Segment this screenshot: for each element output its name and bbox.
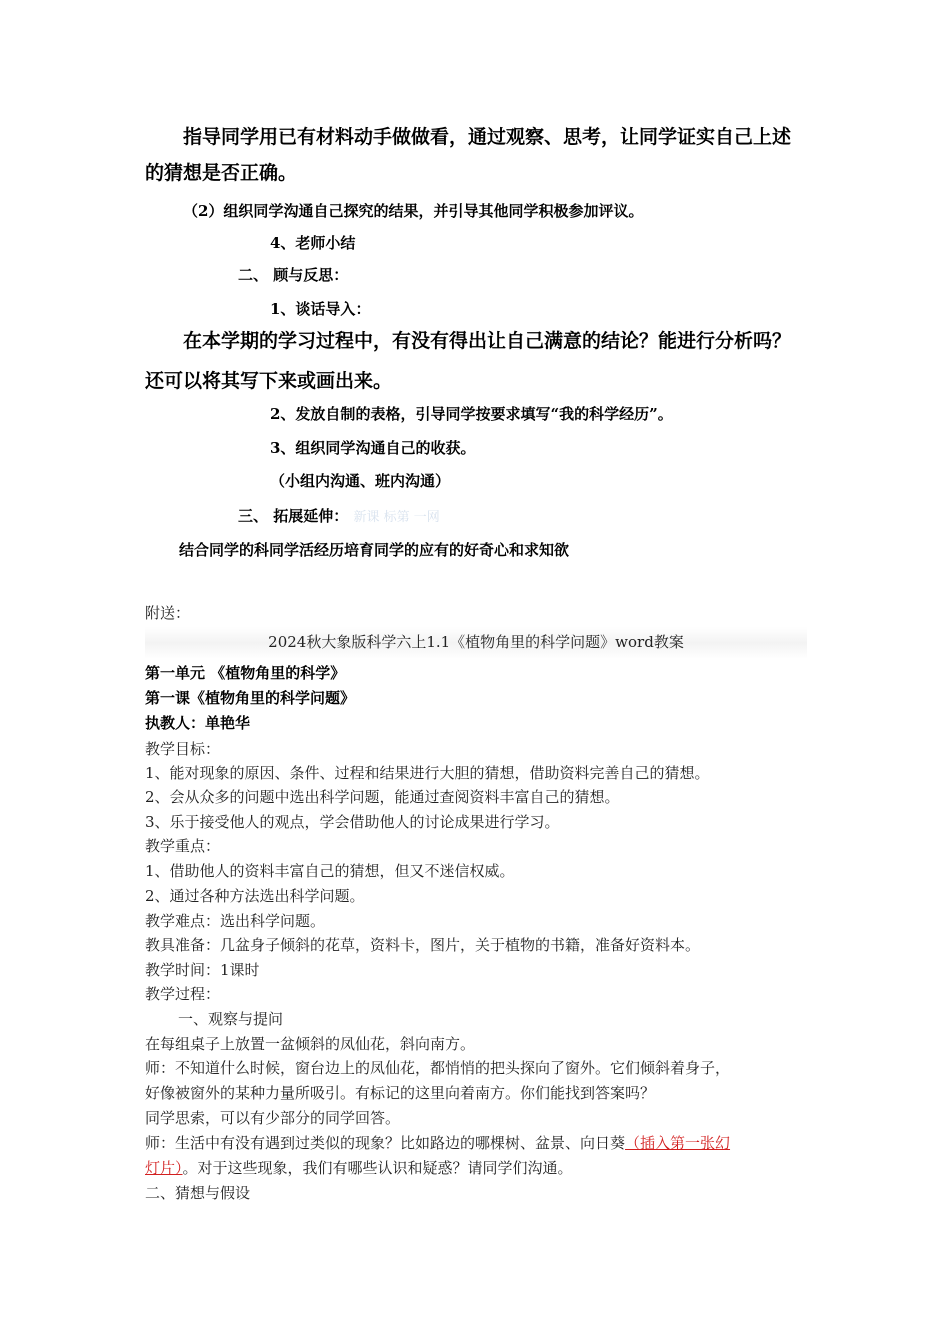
text-line: 教学时间：1课时 — [145, 961, 260, 979]
paragraph-share: 3、组织同学沟通自己的收获。 — [270, 439, 476, 457]
paragraph-guide-line1: 指导同学用已有材料动手做做看，通过观察、思考，让同学证实自己上述 — [183, 126, 792, 148]
lesson-title: 第一课《植物角里的科学问题》 — [145, 689, 356, 707]
text-line: 1、借助他人的资料丰富自己的猜想，但又不迷信权威。 — [145, 862, 515, 880]
text-line: 教具准备：几盆身子倾斜的花草，资料卡，图片，关于植物的书籍，准备好资料本。 — [145, 936, 701, 954]
appendix-label: 附送： — [145, 604, 191, 622]
text-line: 3、乐于接受他人的观点，学会借助他人的讨论成果进行学习。 — [145, 813, 560, 831]
question-text: 师：生活中有没有遇到过类似的现象？比如路边的哪棵树、盆景、向日葵 — [145, 1134, 626, 1152]
paragraph-group-share: （小组内沟通、班内沟通） — [270, 472, 451, 490]
paragraph-question-line2: 还可以将其写下来或画出来。 — [145, 370, 393, 392]
paragraph-form: 2、发放自制的表格，引导同学按要求填写“我的科学经历”。 — [270, 405, 673, 423]
question-text-cont: 。对于这些现象，我们有哪些认识和疑惑？请同学们沟通。 — [182, 1159, 573, 1177]
paragraph-curiosity: 结合同学的科同学活经历培育同学的应有的好奇心和求知欲 — [179, 541, 570, 559]
text-line: 教学目标： — [145, 740, 221, 758]
text-line: 教学重点： — [145, 837, 221, 855]
paragraph-guide-line2: 的猜想是否正确。 — [145, 162, 298, 184]
text-line: 同学思索，可以有少部分的同学回答。 — [145, 1109, 401, 1127]
text-line: 2、会从众多的问题中选出科学问题，能通过查阅资料丰富自己的猜想。 — [145, 788, 620, 806]
question-line1 — [145, 1131, 950, 1155]
heading-extension-label: 三、 拓展延伸： — [238, 507, 349, 525]
heading-review: 二、 顾与反思： — [238, 266, 349, 284]
text-line: 教学过程： — [145, 985, 221, 1003]
text-line: 好像被窗外的某种力量所吸引。有标记的这里向着南方。你们能找到答案吗？ — [145, 1084, 656, 1102]
paragraph-teacher-summary: 4、老师小结 — [270, 234, 356, 252]
question-line2 — [145, 1156, 950, 1180]
appendix-title-banner — [145, 627, 807, 659]
text-line: 师：不知道什么时候，窗台边上的凤仙花，都悄悄的把头探向了窗外。它们倾斜着身子， — [145, 1059, 731, 1077]
appendix-title: 2024秋大象版科学六上1.1《植物角里的科学问题》word教案 — [268, 633, 684, 651]
watermark-text: 新课 标第 一网 — [353, 510, 440, 525]
section-hypothesis: 二、猜想与假设 — [145, 1184, 251, 1202]
paragraph-intro: 1、谈话导入： — [270, 300, 371, 318]
text-line: 在每组桌子上放置一盆倾斜的凤仙花，斜向南方。 — [145, 1035, 476, 1053]
text-line: 1、能对现象的原因、条件、过程和结果进行大胆的猜想，借助资料完善自己的猜想。 — [145, 764, 710, 782]
slide-insert-note-end: 灯片） — [145, 1159, 183, 1177]
text-line: 教学难点：选出科学问题。 — [145, 912, 326, 930]
teacher-name: 执教人：单艳华 — [145, 714, 251, 732]
heading-extension — [238, 505, 950, 529]
paragraph-question-line1: 在本学期的学习过程中，有没有得出让自己满意的结论？能进行分析吗？ — [183, 330, 792, 352]
slide-insert-note: （插入第一张幻 — [625, 1134, 731, 1152]
section-observe: 一、观察与提问 — [178, 1010, 284, 1028]
text-line: 2、通过各种方法选出科学问题。 — [145, 887, 365, 905]
unit-title: 第一单元 《植物角里的科学》 — [145, 664, 346, 682]
paragraph-organize: （2）组织同学沟通自己探究的结果，并引导其他同学积极参加评议。 — [183, 202, 644, 220]
